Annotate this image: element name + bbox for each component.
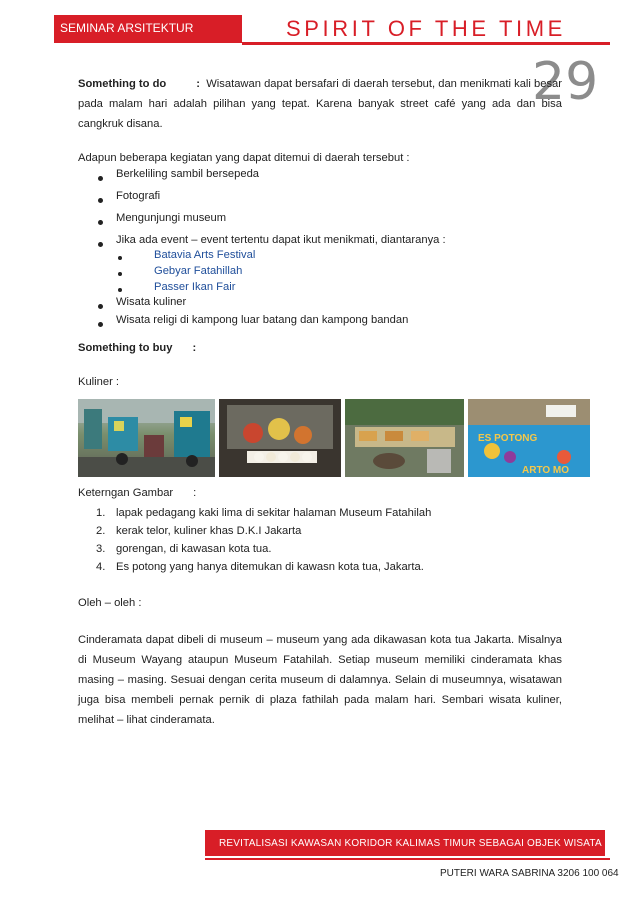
street-vendors-photo bbox=[78, 399, 215, 477]
something-to-buy-colon: : bbox=[192, 342, 197, 354]
page-number: 29 bbox=[532, 52, 599, 112]
header-section-label: SEMINAR ARSITEKTUR bbox=[54, 15, 242, 43]
bullet-icon bbox=[118, 288, 122, 292]
caption-label: Keterngan Gambar bbox=[78, 487, 174, 499]
activity-item: Jika ada event – event tertentu dapat ikut menikmati, diantaranya : bbox=[116, 234, 446, 246]
kuliner-label: Kuliner : bbox=[78, 376, 120, 388]
caption-number: 1. bbox=[96, 507, 106, 519]
es-potong-sign-2: ARTO MO bbox=[522, 465, 570, 476]
caption-number: 3. bbox=[96, 543, 106, 555]
header-title: SPIRIT OF THE TIME bbox=[286, 16, 566, 41]
activity-item: Mengunjungi museum bbox=[116, 212, 227, 224]
caption-number: 4. bbox=[96, 561, 106, 573]
bullet-icon bbox=[98, 242, 103, 247]
caption-item: gorengan, di kawasan kota tua. bbox=[116, 543, 272, 555]
caption-colon: : bbox=[193, 487, 197, 499]
activity-item: Wisata religi di kampong luar batang dan kampong bandan bbox=[116, 314, 409, 326]
caption-item: lapak pedagang kaki lima di sekitar halaman Museum Fatahilah bbox=[116, 507, 432, 519]
kerak-telor-photo bbox=[219, 399, 341, 477]
bullet-icon bbox=[118, 256, 122, 260]
caption-item: kerak telor, kuliner khas D.K.I Jakarta bbox=[116, 525, 302, 537]
activity-item: Berkeliling sambil bersepeda bbox=[116, 168, 260, 180]
something-to-do-paragraph bbox=[78, 74, 562, 134]
bullet-icon bbox=[98, 304, 103, 309]
footer-banner: REVITALISASI KAWASAN KORIDOR KALIMAS TIMUR SEBAGAI OBJEK WISATA bbox=[205, 830, 605, 856]
bullet-icon bbox=[98, 220, 103, 225]
event-item: Gebyar Fatahillah bbox=[154, 265, 243, 277]
something-to-buy-line bbox=[78, 342, 196, 354]
event-item: Batavia Arts Festival bbox=[154, 249, 256, 261]
activity-item: Fotografi bbox=[116, 190, 161, 202]
something-to-do-label: Something to do bbox=[78, 78, 167, 90]
activities-intro: Adapun beberapa kegiatan yang dapat ditemui di daerah tersebut : bbox=[78, 152, 410, 164]
event-item: Passer Ikan Fair bbox=[154, 281, 236, 293]
bullet-icon bbox=[98, 322, 103, 327]
oleh-oleh-paragraph: Cinderamata dapat dibeli di museum – museum yang ada dikawasan kota tua Jakarta. Misalnya di Museum Wayang ataupun Museum Fatahilah. Setiap museum memiliki cinderamata khas masing – masing. Sesuai dengan cerita museum di dalamnya. Selain di museumnya, wisatawan juga bisa membeli pernak pernik di plaza fathilah pada malam hari. Sembari wisata kuliner, melihat – lihat cinderamata. bbox=[78, 634, 562, 726]
bullet-icon bbox=[98, 176, 103, 181]
caption-heading bbox=[78, 487, 196, 499]
es-potong-photo bbox=[468, 399, 590, 477]
something-to-do-text: Wisatawan dapat bersafari di daerah tersebut, dan menikmati kali besar pada malam hari adalah pilihan yang tepat. Karena banyak street café yang ada dan bisa cangkruk disana. bbox=[78, 78, 562, 130]
gorengan-photo bbox=[345, 399, 464, 477]
activity-item: Wisata kuliner bbox=[116, 296, 187, 308]
es-potong-sign: ES POTONG bbox=[478, 433, 538, 444]
bullet-icon bbox=[118, 272, 122, 276]
something-to-do-colon: : bbox=[196, 78, 200, 90]
footer-author: PUTERI WARA SABRINA 3206 100 064 bbox=[440, 868, 619, 879]
something-to-buy-label: Something to buy bbox=[78, 342, 173, 354]
oleh-oleh-label: Oleh – oleh : bbox=[78, 597, 142, 609]
caption-number: 2. bbox=[96, 525, 106, 537]
caption-item: Es potong yang hanya ditemukan di kawasn kota tua, Jakarta. bbox=[116, 561, 424, 573]
kuliner-photo-strip bbox=[78, 399, 590, 477]
footer-rule bbox=[205, 858, 610, 860]
bullet-icon bbox=[98, 198, 103, 203]
header-rule bbox=[242, 42, 610, 45]
